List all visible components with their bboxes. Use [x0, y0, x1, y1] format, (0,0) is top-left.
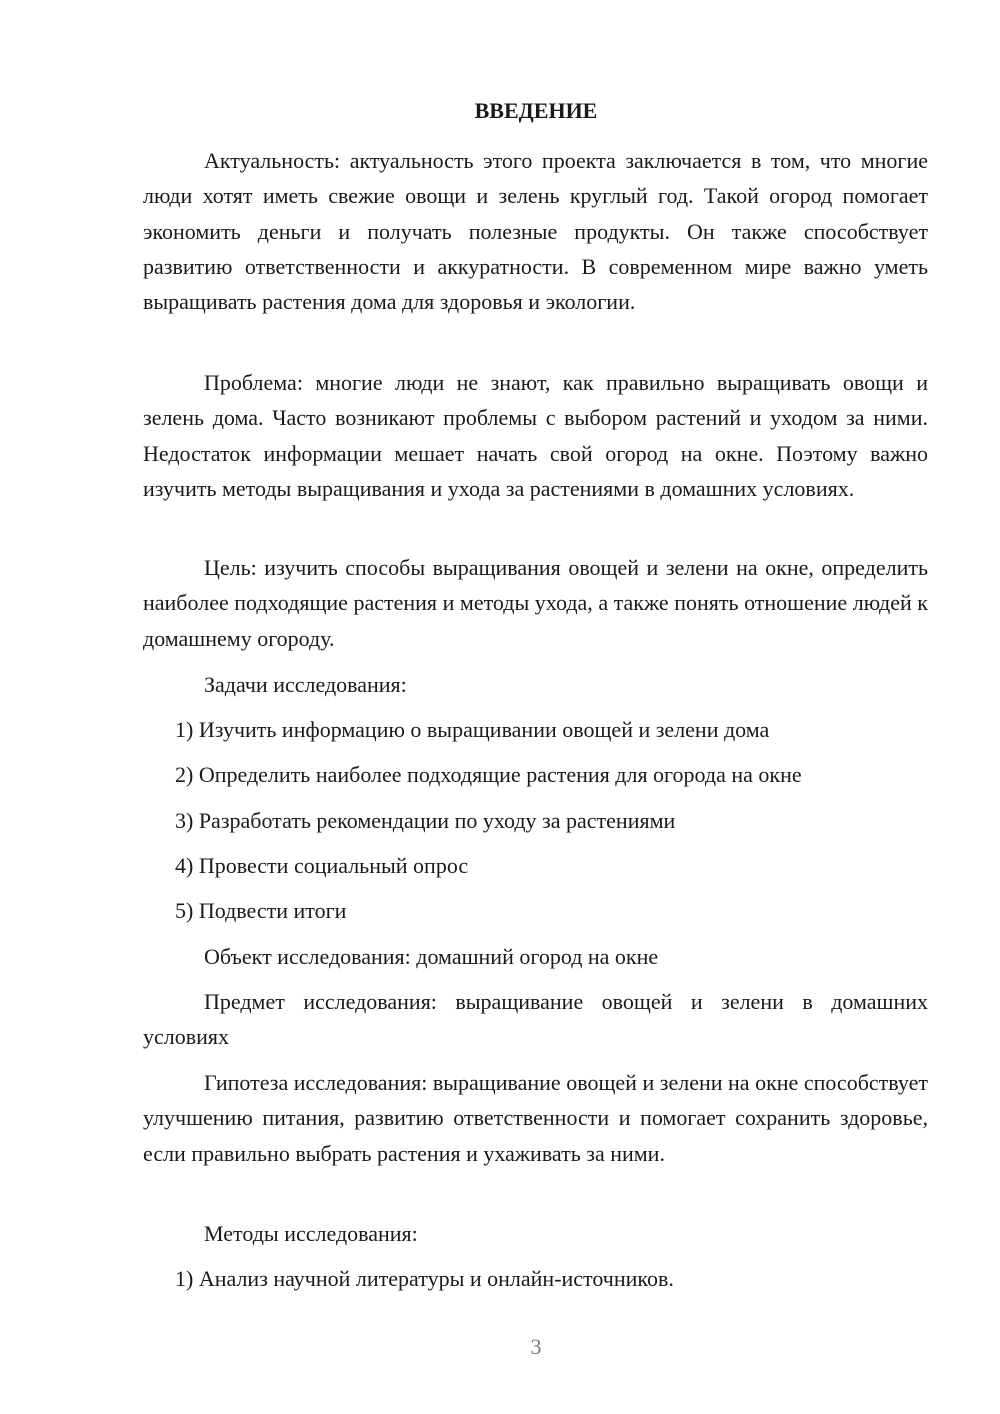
task-item: 4) Провести социальный опрос: [175, 853, 469, 878]
page-number: 3: [530, 1334, 542, 1359]
method-item: 1) Анализ научной литературы и онлайн-источников.: [175, 1266, 674, 1291]
task-item: 3) Разработать рекомендации по уходу за растениями: [175, 808, 676, 833]
subject-paragraph: Предмет исследования: выращивание овощей и зелени в домашних условиях: [143, 989, 928, 1050]
goal-paragraph: Цель: изучить способы выращивания овощей и зелени на окне, определить наиболее подходящие растения и методы ухода, а также понять отношение людей к домашнему огороду.: [143, 555, 928, 651]
problem-paragraph: Проблема: многие люди не знают, как правильно выращивать овощи и зелень дома. Часто возникают проблемы с выбором растений и уходом за ними. Недостаток информации мешает начать свой огород на окне. Поэтому важно изучить методы выращивания и ухода за растениями в домашних условиях.: [143, 370, 928, 501]
hypothesis-paragraph: Гипотеза исследования: выращивание овощей и зелени на окне способствует улучшению питания, развитию ответственности и помогает сохранить здоровье, если правильно выбрать растения и ухаживать за ними.: [143, 1070, 928, 1166]
tasks-heading: Задачи исследования:: [204, 672, 407, 697]
task-item: 1) Изучить информацию о выращивании овощей и зелени дома: [175, 717, 770, 742]
methods-heading: Методы исследования:: [204, 1221, 418, 1246]
task-item: 5) Подвести итоги: [175, 898, 347, 923]
relevance-paragraph: Актуальность: актуальность этого проекта заключается в том, что многие люди хотят иметь свежие овощи и зелень круглый год. Такой огород помогает экономить деньги и получать полезные продукты. Он также способствует развитию ответственности и аккуратности. В современном мире важно уметь выращивать растения дома для здоровья и экологии.: [143, 148, 928, 315]
page-title: ВВЕДЕНИЕ: [474, 98, 598, 123]
task-item: 2) Определить наиболее подходящие растения для огорода на окне: [175, 762, 802, 787]
object-line: Объект исследования: домашний огород на окне: [204, 944, 659, 969]
